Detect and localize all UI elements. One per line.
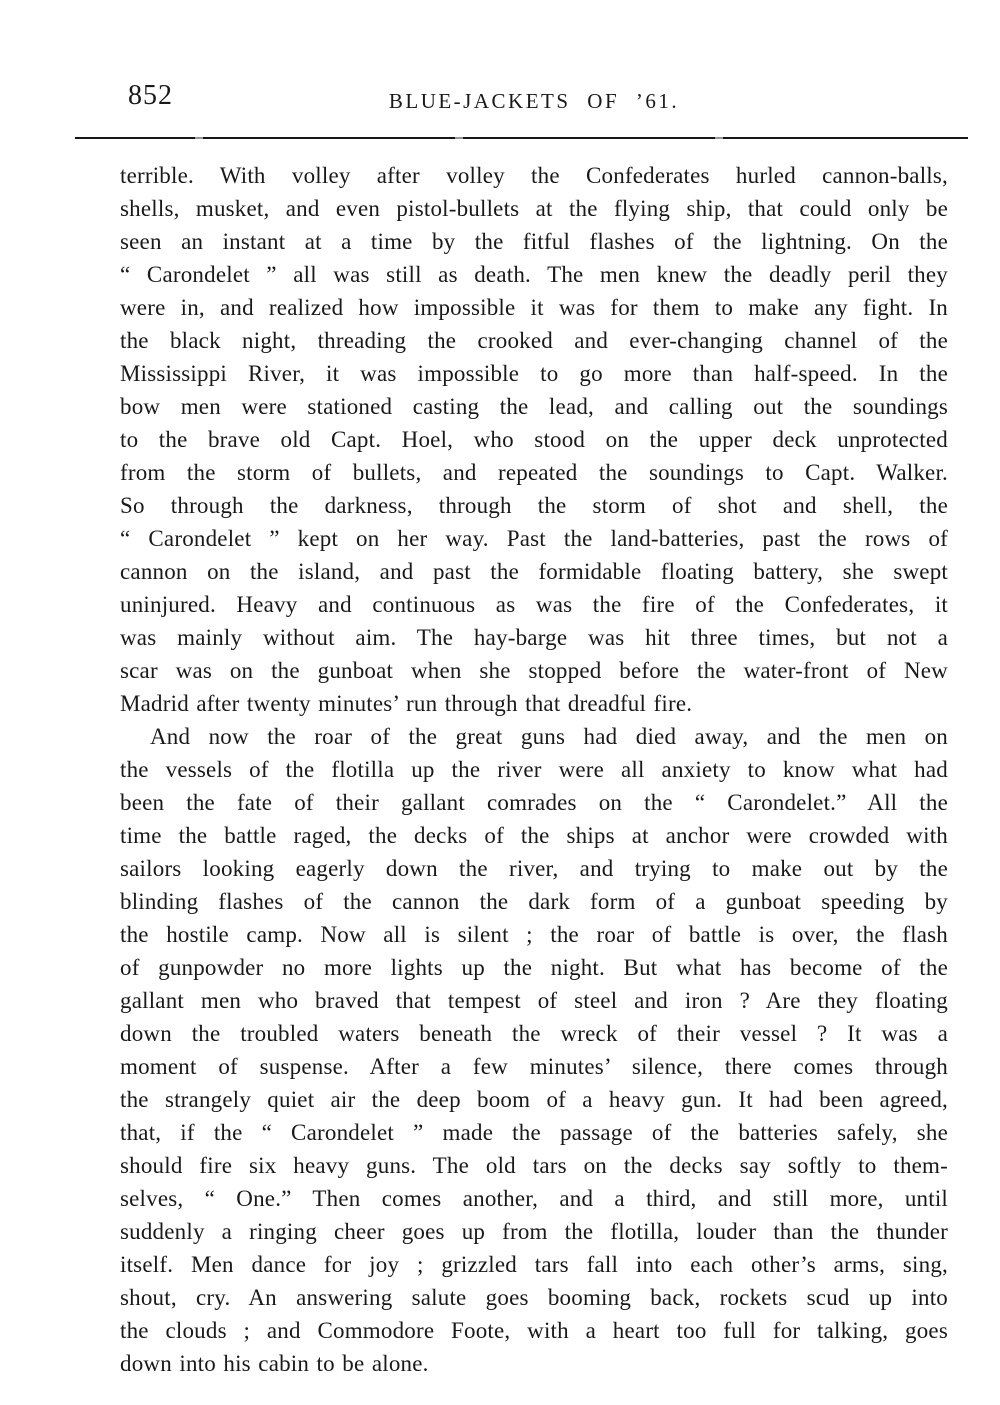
text-line: was mainly without aim. The hay-barge was hit three times, but not a [120, 625, 948, 650]
text-line: the vessels of the flotilla up the river were all anxiety to know what had [120, 757, 948, 782]
text-line: Madrid after twenty minutes’ run through that dreadful fire. [120, 691, 693, 716]
text-line: seen an instant at a time by the fitful flashes of the lightning. On the [120, 229, 948, 254]
text-line: itself. Men dance for joy ; grizzled tars fall into each other’s arms, sing, [120, 1252, 948, 1277]
text-line: moment of suspense. After a few minutes’ silence, there comes through [120, 1054, 948, 1079]
page-body [120, 159, 948, 1380]
text-line: down the troubled waters beneath the wreck of their vessel ? It was a [120, 1021, 948, 1046]
text-line: blinding flashes of the cannon the dark form of a gunboat speeding by [120, 889, 948, 914]
text-line: gallant men who braved that tempest of steel and iron ? Are they floating [120, 988, 948, 1013]
paragraph [120, 720, 948, 1380]
text-line: time the battle raged, the decks of the ships at anchor were crowded with [120, 823, 948, 848]
paragraph [120, 159, 948, 720]
page-header [120, 80, 948, 120]
text-line: suddenly a ringing cheer goes up from the flotilla, louder than the thunder [120, 1219, 948, 1244]
text-line: bow men were stationed casting the lead, and calling out the soundings [120, 394, 948, 419]
text-line: down into his cabin to be alone. [120, 1351, 429, 1376]
text-line: the strangely quiet air the deep boom of a heavy gun. It had been agreed, [120, 1087, 948, 1112]
text-line: the hostile camp. Now all is silent ; the roar of battle is over, the flash [120, 922, 948, 947]
text-line: that, if the “ Carondelet ” made the passage of the batteries safely, she [120, 1120, 948, 1145]
text-line: the clouds ; and Commodore Foote, with a heart too full for talking, goes [120, 1318, 948, 1343]
text-line: scar was on the gunboat when she stopped before the water-front of New [120, 658, 948, 683]
text-line: were in, and realized how impossible it was for them to make any fight. In [120, 295, 948, 320]
text-line: shells, musket, and even pistol-bullets at the flying ship, that could only be [120, 196, 948, 221]
text-line: So through the darkness, through the storm of shot and shell, the [120, 493, 948, 518]
text-line: from the storm of bullets, and repeated the soundings to Capt. Walker. [120, 460, 948, 485]
text-line: should fire six heavy guns. The old tars on the decks say softly to them- [120, 1153, 948, 1178]
text-line: And now the roar of the great guns had died away, and the men on [150, 724, 948, 749]
text-line: terrible. With volley after volley the Confederates hurled cannon-balls, [120, 163, 948, 188]
text-line: cannon on the island, and past the formidable floating battery, she swept [120, 559, 948, 584]
text-line: shout, cry. An answering salute goes booming back, rockets scud up into [120, 1285, 948, 1310]
page-number: 852 [128, 80, 173, 111]
running-title: BLUE-JACKETS OF ’61. [388, 89, 680, 113]
text-line: selves, “ One.” Then comes another, and a third, and still more, until [120, 1186, 948, 1211]
text-line: to the brave old Capt. Hoel, who stood on the upper deck unprotected [120, 427, 948, 452]
text-line: uninjured. Heavy and continuous as was the fire of the Confederates, it [120, 592, 948, 617]
header-divider [75, 137, 968, 139]
text-line: the black night, threading the crooked and ever-changing channel of the [120, 328, 948, 353]
text-line: sailors looking eagerly down the river, and trying to make out by the [120, 856, 948, 881]
text-line: been the fate of their gallant comrades on the “ Carondelet.” All the [120, 790, 948, 815]
text-line: of gunpowder no more lights up the night. But what has become of the [120, 955, 948, 980]
text-line: “ Carondelet ” all was still as death. The men knew the deadly peril they [120, 262, 948, 287]
text-line: Mississippi River, it was impossible to go more than half-speed. In the [120, 361, 948, 386]
text-line: “ Carondelet ” kept on her way. Past the land-batteries, past the rows of [120, 526, 948, 551]
